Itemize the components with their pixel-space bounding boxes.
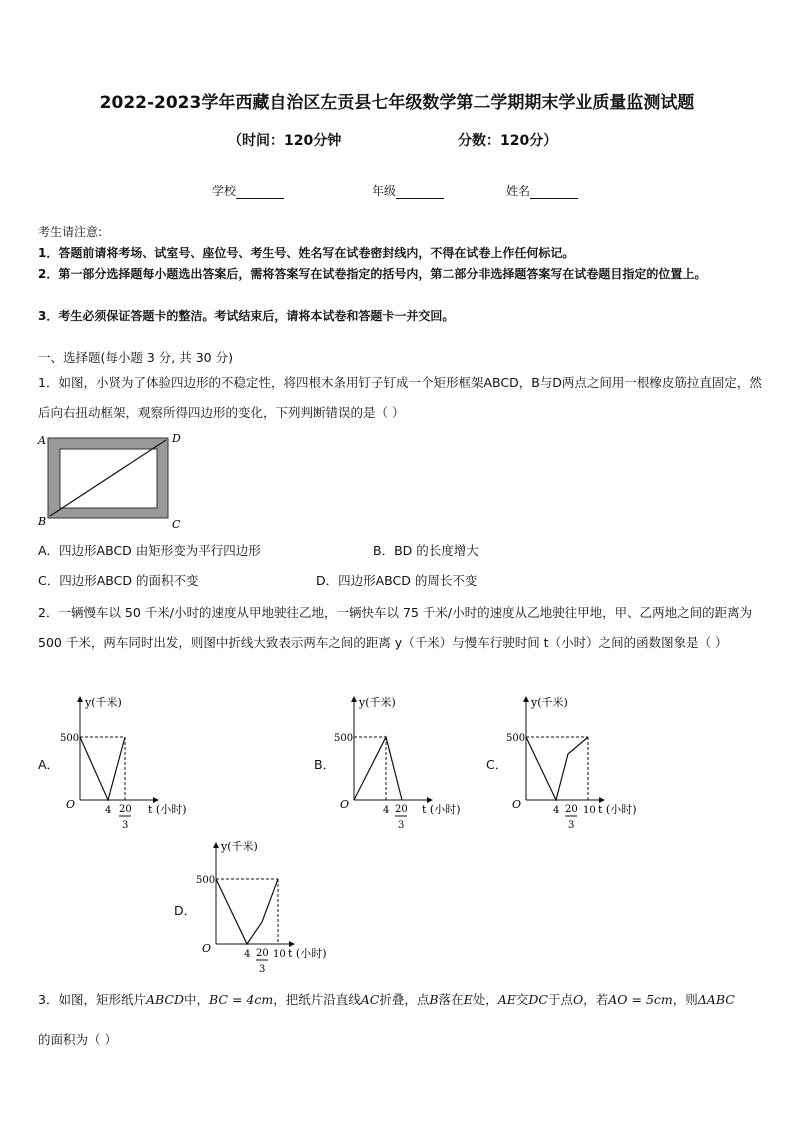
q3-text: 落在 — [438, 992, 464, 1007]
q3-text: ，则 — [672, 992, 698, 1007]
q3-math: ABCD — [145, 992, 184, 1007]
name-blank — [530, 186, 578, 199]
q3-math: BC = 4cm — [209, 992, 274, 1007]
q3-text: ，若 — [583, 992, 609, 1007]
q2-graph-a — [60, 692, 200, 832]
q1-label-a: A — [38, 434, 46, 447]
graph-c-frac-num: 20 — [565, 804, 578, 815]
graph-b-origin: O — [340, 798, 350, 811]
graph-d-x-tick-4: 4 — [244, 949, 251, 960]
q3-text: 中， — [184, 992, 210, 1007]
graph-c-frac-den: 3 — [568, 820, 575, 831]
section-heading: 一、选择题(每小题 3 分, 共 30 分) — [38, 350, 233, 365]
q2-option-c[interactable]: C． — [486, 757, 508, 772]
name-field — [506, 182, 578, 199]
graph-c-line — [526, 737, 588, 800]
graph-b-x-tick-4: 4 — [383, 805, 390, 816]
notice-item-1: 1．答题前请将考场、试室号、座位号、考生号、姓名写在试卷密封线内，不得在试卷上作任何标记。 — [38, 246, 575, 260]
q3-math: E — [463, 992, 473, 1007]
q2-graph-b — [334, 692, 474, 832]
graph-c-origin: O — [512, 798, 522, 811]
q3-text: 于点 — [547, 992, 573, 1007]
q3-math: DC — [528, 992, 548, 1007]
school-field — [212, 182, 284, 199]
q1-label-c: C — [172, 518, 181, 530]
q1-label-d: D — [172, 432, 181, 445]
q2-graph-c — [506, 692, 646, 832]
q2-option-d[interactable]: D． — [174, 903, 197, 918]
graph-d-frac-num: 20 — [256, 948, 269, 959]
q1-stem: 1．如图，小贤为了体验四边形的不稳定性，将四根木条用钉子钉成一个矩形框架ABCD，B与D两点之间用一根橡皮筋拉直固定，然后向右扭动框架，观察所得四边形的变化，下列判断错误的是（ ） — [38, 375, 762, 420]
q1-frame-inner — [60, 449, 157, 508]
grade-blank — [396, 186, 444, 199]
page-title: 2022-2023学年西藏自治区左贡县七年级数学第二学期期末学业质量监测试题 — [99, 93, 695, 113]
graph-d-x-label: t (小时) — [288, 947, 327, 960]
name-label: 姓名 — [506, 184, 531, 198]
q1-label-b: B — [38, 515, 47, 528]
q3-text: 折叠，点 — [379, 992, 430, 1007]
q2-stem: 2．一辆慢车以 50 千米/小时的速度从甲地驶往乙地，一辆快车以 75 千米/小时的速度从乙地驶往甲地，甲、乙两地之间的距离为 500 千米，两车同时出发，则图中折线大致表示两车之间的距离 y（千米）与慢车行驶时间 t（小时）之间的函数图象是（ ） — [38, 605, 753, 650]
school-blank — [236, 186, 284, 199]
graph-b-y-tick: 500 — [334, 733, 354, 744]
q3-math: B — [429, 992, 439, 1007]
q3-math: AO = 5cm — [608, 992, 673, 1007]
notice-item-2: 2．第一部分选择题每小题选出答案后，需将答案写在试卷指定的括号内，第二部分非选择题答案写在试卷题目指定的位置上。 — [38, 267, 707, 281]
q1-figure — [36, 430, 186, 530]
graph-b-y-label: y(千米) — [359, 696, 396, 709]
q3-text: 处， — [472, 992, 498, 1007]
graph-b-line — [354, 737, 402, 800]
q3-stem-line1 — [38, 990, 735, 1008]
grade-field — [372, 182, 444, 199]
graph-d-y-label: y(千米) — [221, 840, 258, 853]
graph-a-x-label: t (小时) — [148, 803, 187, 816]
q1-option-a[interactable]: A．四边形ABCD 由矩形变为平行四边形 — [38, 543, 261, 558]
graph-c-x-tick-10: 10 — [583, 805, 596, 816]
graph-a-y-tick: 500 — [60, 733, 80, 744]
exam-time: （时间：120分钟 — [228, 133, 342, 149]
q3-math: AC — [360, 992, 380, 1007]
grade-label: 年级 — [372, 184, 397, 198]
q3-text: 交 — [515, 992, 529, 1007]
graph-c-y-label: y(千米) — [531, 696, 568, 709]
graph-a-x-tick-4: 4 — [105, 805, 112, 816]
graph-a-y-label: y(千米) — [85, 696, 122, 709]
graph-d-y-tick: 500 — [196, 875, 216, 886]
graph-a-line — [80, 737, 125, 800]
graph-d-x-tick-10: 10 — [273, 949, 286, 960]
q1-option-d[interactable]: D．四边形ABCD 的周长不变 — [316, 573, 478, 588]
graph-c-x-label: t (小时) — [598, 803, 637, 816]
q3-text: 3．如图，矩形纸片 — [38, 992, 146, 1007]
q1-option-c[interactable]: C．四边形ABCD 的面积不变 — [38, 573, 199, 588]
notice-item-3: 3．考生必须保证答题卡的整洁。考试结束后，请将本试卷和答题卡一并交回。 — [38, 309, 455, 323]
exam-score: 分数：120分） — [458, 133, 558, 149]
q3-math: AE — [497, 992, 516, 1007]
q3-text: ，把纸片沿直线 — [273, 992, 361, 1007]
graph-d-origin: O — [202, 942, 212, 955]
q3-math: ΔABC — [697, 992, 735, 1007]
q3-math: O — [572, 992, 584, 1007]
graph-a-origin: O — [66, 798, 76, 811]
notice-heading: 考生请注意: — [38, 225, 103, 239]
q3-stem-line2: 的面积为（ ） — [38, 1032, 117, 1047]
graph-b-frac-num: 20 — [395, 804, 408, 815]
school-label: 学校 — [212, 184, 237, 198]
graph-b-x-label: t (小时) — [422, 803, 461, 816]
q2-option-b[interactable]: B． — [314, 757, 336, 772]
graph-c-x-tick-4: 4 — [553, 805, 560, 816]
q1-option-b[interactable]: B．BD 的长度增大 — [373, 543, 479, 558]
q2-graph-d — [196, 838, 336, 978]
graph-b-frac-den: 3 — [398, 820, 405, 831]
graph-a-frac-num: 20 — [119, 804, 132, 815]
q2-option-a[interactable]: A． — [38, 757, 60, 772]
graph-a-frac-den: 3 — [122, 820, 129, 831]
graph-d-frac-den: 3 — [259, 964, 266, 975]
graph-d-line — [216, 879, 278, 944]
graph-c-y-tick: 500 — [506, 733, 526, 744]
